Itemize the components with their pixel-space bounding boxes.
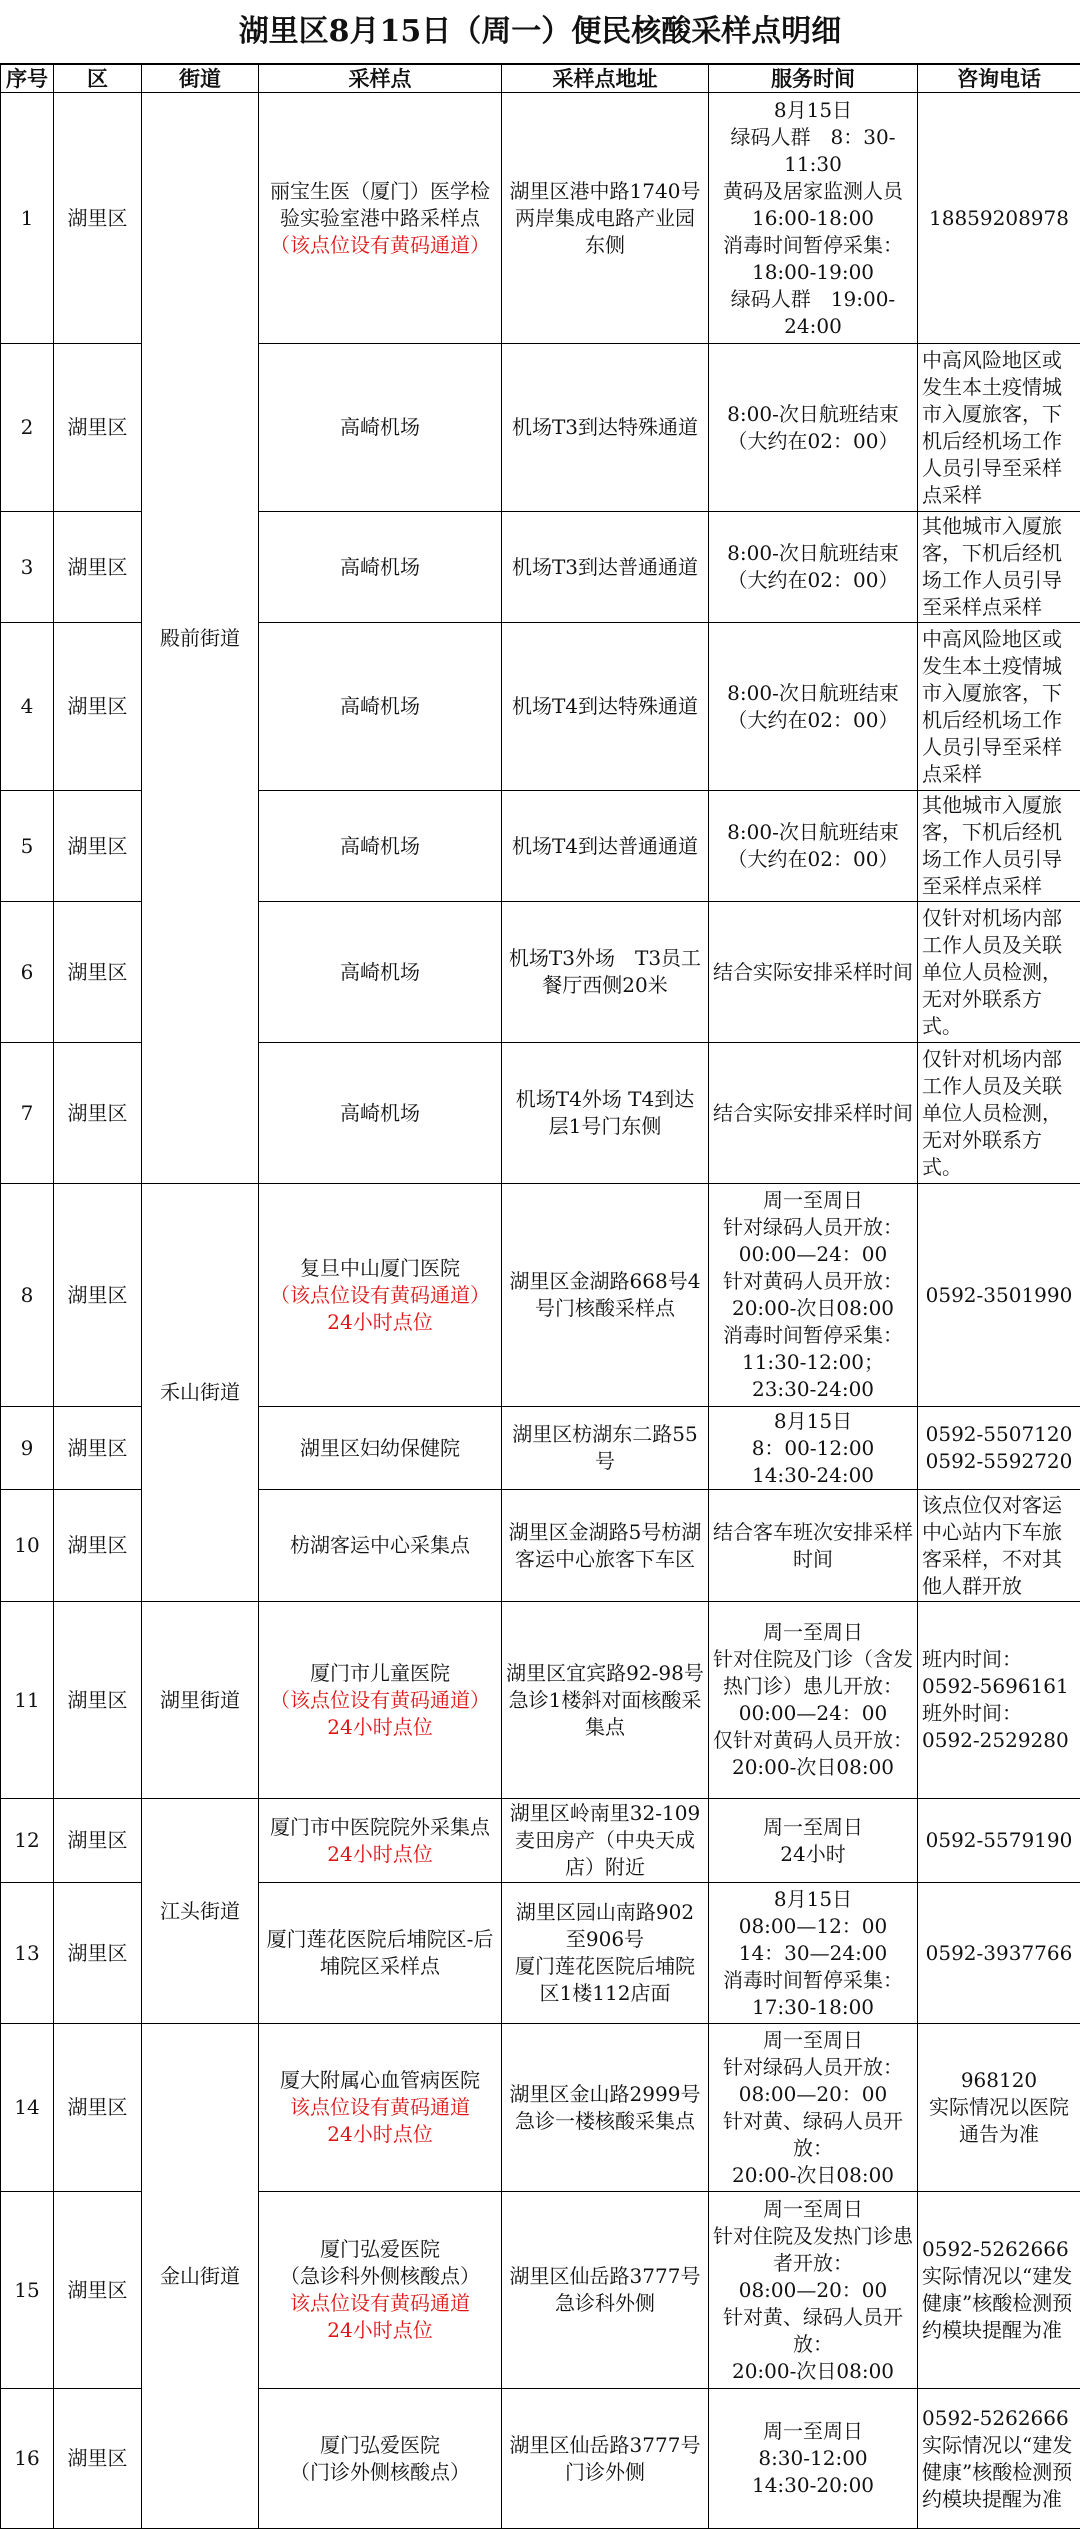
phone-cell-line: 中高风险地区或发生本土疫情城市入厦旅客，下机后经机场工作人员引导至采样点采样 [922,626,1076,788]
time-cell-line: 针对住院及门诊（含发热门诊）患儿开放：00:00—24：00 [713,1646,913,1727]
time-cell-line: 针对住院及发热门诊患者开放： [713,2223,913,2277]
time-cell [709,902,918,1043]
point-cell [259,512,502,623]
row-number: 2 [1,344,54,512]
header-time: 服务时间 [709,65,918,93]
phone-cell-line: 其他城市入厦旅客，下机后经机场工作人员引导至采样点采样 [922,792,1076,900]
address-cell [502,1602,709,1799]
time-cell-line: 20:00-次日08:00 [713,2358,913,2385]
row-number: 12 [1,1799,54,1883]
district-cell: 湖里区 [54,344,142,512]
phone-cell-line: 其他城市入厦旅客，下机后经机场工作人员引导至采样点采样 [922,513,1076,621]
district-cell: 湖里区 [54,2389,142,2529]
phone-cell [918,2192,1080,2389]
point-cell [259,902,502,1043]
point-cell-line: 高崎机场 [263,1100,497,1127]
phone-cell [918,1490,1080,1602]
district-cell: 湖里区 [54,2024,142,2192]
phone-cell-line: 968120 [922,2067,1076,2094]
row-number: 5 [1,791,54,902]
time-cell-line: 结合实际安排采样时间 [713,1100,913,1127]
address-cell [502,2389,709,2529]
address-cell [502,93,709,344]
yellow-code-note: （该点位设有黄码通道） [263,1282,497,1309]
phone-cell [918,344,1080,512]
row-number: 16 [1,2389,54,2529]
time-cell-line: 针对黄、绿码人员开放： [713,2108,913,2162]
address-cell [502,902,709,1043]
address-cell-line: 湖里区港中路1740号两岸集成电路产业园东侧 [506,178,704,259]
point-cell [259,344,502,512]
time-cell-line: 20:00-次日08:00 [713,1295,913,1322]
street-cell: 殿前街道 [142,93,259,1184]
point-cell [259,1602,502,1799]
address-cell-line: 湖里区枋湖东二路55号 [506,1421,704,1475]
phone-cell [918,2389,1080,2529]
phone-cell-line: 0592-5262666 [922,2236,1076,2263]
point-cell [259,623,502,791]
address-cell [502,623,709,791]
time-cell-line: 11:30-12:00； [713,1349,913,1376]
table-row [1,1799,1080,1883]
point-cell-line: 高崎机场 [263,833,497,860]
row-number: 1 [1,93,54,344]
phone-cell [918,1184,1080,1407]
address-cell-line: 湖里区金湖路5号枋湖客运中心旅客下车区 [506,1519,704,1573]
time-cell-line: 周一至周日 [713,2418,913,2445]
time-cell [709,93,918,344]
address-cell-line: 湖里区金山路2999号急诊一楼核酸采集点 [506,2081,704,2135]
address-cell-line: 急诊1楼斜对面核酸采集点 [506,1687,704,1741]
yellow-code-note: 24小时点位 [263,2317,497,2344]
time-cell [709,623,918,791]
time-cell-line: 周一至周日 [713,2027,913,2054]
yellow-code-note: 该点位设有黄码通道 [263,2290,497,2317]
address-cell [502,2192,709,2389]
time-cell-line: 绿码人群 8：30-11:30 [713,124,913,178]
time-cell [709,1184,918,1407]
time-cell-line: 20:00-次日08:00 [713,1754,913,1781]
district-cell: 湖里区 [54,791,142,902]
point-cell-line: 高崎机场 [263,693,497,720]
phone-cell [918,2024,1080,2192]
row-number: 7 [1,1043,54,1184]
point-cell [259,2024,502,2192]
address-cell-line: 湖里区岭南里32-109麦田房产（中央天成店）附近 [506,1800,704,1881]
phone-cell [918,1407,1080,1490]
header-point: 采样点 [259,65,502,93]
row-number: 4 [1,623,54,791]
time-cell-line: 23:30-24:00 [713,1376,913,1403]
point-cell-line: 厦门弘爱医院 [263,2432,497,2459]
phone-cell [918,791,1080,902]
point-cell-line: （急诊科外侧核酸点） [263,2263,497,2290]
point-cell-line: 高崎机场 [263,414,497,441]
time-cell [709,2192,918,2389]
phone-cell [918,1043,1080,1184]
phone-cell-line: 仅针对机场内部工作人员及关联单位人员检测，无对外联系方式。 [922,1046,1076,1181]
time-cell-line: 20:00-次日08:00 [713,2162,913,2189]
point-cell [259,93,502,344]
point-cell [259,1184,502,1407]
phone-cell-line: 0592-5507120 [922,1421,1076,1448]
point-cell [259,1490,502,1602]
time-cell [709,1407,918,1490]
time-cell-line: 周一至周日 [713,1814,913,1841]
phone-cell [918,1602,1080,1799]
phone-cell-line: 仅针对机场内部工作人员及关联单位人员检测，无对外联系方式。 [922,905,1076,1040]
time-cell-line: 针对黄码人员开放： [713,1268,913,1295]
address-cell [502,344,709,512]
point-cell-line: 厦门莲花医院后埔院区-后埔院区采样点 [263,1926,497,1980]
district-cell: 湖里区 [54,512,142,623]
address-cell-line: 机场T3到达特殊通道 [506,414,704,441]
phone-cell-line: 实际情况以“建发健康”核酸检测预约模块提醒为准 [922,2263,1076,2344]
header-phone: 咨询电话 [918,65,1080,93]
district-cell: 湖里区 [54,1799,142,1883]
address-cell [502,2024,709,2192]
time-cell [709,1883,918,2024]
district-cell: 湖里区 [54,93,142,344]
yellow-code-note: 24小时点位 [263,2121,497,2148]
time-cell [709,344,918,512]
phone-cell-line: 18859208978 [922,205,1076,232]
address-cell [502,1883,709,2024]
row-number: 10 [1,1490,54,1602]
time-cell-line: 17:30-18:00 [713,1994,913,2021]
time-cell-line: 14：30—24:00 [713,1940,913,1967]
point-cell [259,2389,502,2529]
time-cell-line: 仅针对黄码人员开放： [713,1727,913,1754]
address-cell-line: 机场T4到达特殊通道 [506,693,704,720]
point-cell [259,791,502,902]
phone-cell-line: 0592-3937766 [922,1940,1076,1967]
address-cell-line: 湖里区金湖路668号4号门核酸采样点 [506,1268,704,1322]
address-cell-line: 机场T3外场 T3员工餐厅西侧20米 [506,945,704,999]
phone-cell-line: 实际情况以医院通告为准 [922,2094,1076,2148]
yellow-code-note: 24小时点位 [263,1841,497,1868]
district-cell: 湖里区 [54,2192,142,2389]
address-cell [502,512,709,623]
point-cell-line: 枋湖客运中心采集点 [263,1532,497,1559]
address-cell-line: 机场T4到达普通通道 [506,833,704,860]
point-cell [259,2192,502,2389]
phone-cell [918,623,1080,791]
phone-cell-line: 班内时间：0592-5696161 [922,1646,1076,1700]
table-row [1,1184,1080,1407]
row-number: 13 [1,1883,54,2024]
time-cell [709,791,918,902]
time-cell-line: 针对绿码人员开放： [713,1214,913,1241]
point-cell-line: 高崎机场 [263,959,497,986]
time-cell-line: 08:00—20：00 [713,2277,913,2304]
point-cell [259,1799,502,1883]
address-cell [502,1799,709,1883]
phone-cell-line: 班外时间：0592-2529280 [922,1700,1076,1754]
phone-cell [918,1883,1080,2024]
address-cell [502,1407,709,1490]
phone-cell-line: 0592-5579190 [922,1827,1076,1854]
header-row [1,65,1080,93]
header-address: 采样点地址 [502,65,709,93]
time-cell [709,1602,918,1799]
phone-cell [918,902,1080,1043]
header-no: 序号 [1,65,54,93]
phone-cell-line: 实际情况以“建发健康”核酸检测预约模块提醒为准 [922,2432,1076,2513]
row-number: 14 [1,2024,54,2192]
phone-cell [918,93,1080,344]
point-cell-line: （门诊外侧核酸点） [263,2459,497,2486]
table-row [1,2024,1080,2192]
point-cell-line: 高崎机场 [263,554,497,581]
phone-cell-line: 0592-5262666 [922,2405,1076,2432]
row-number: 8 [1,1184,54,1407]
time-cell-line: 8月15日 [713,1408,913,1435]
time-cell [709,2389,918,2529]
time-cell [709,512,918,623]
address-cell [502,1043,709,1184]
street-cell: 禾山街道 [142,1184,259,1602]
point-cell-line: 丽宝生医（厦门）医学检验实验室港中路采样点 [263,178,497,232]
time-cell-line: 消毒时间暂停采集：18:00-19:00 [713,232,913,286]
time-cell [709,1490,918,1602]
row-number: 9 [1,1407,54,1490]
time-cell-line: 消毒时间暂停采集： [713,1967,913,1994]
yellow-code-note: 24小时点位 [263,1309,497,1336]
point-cell-line: 复旦中山厦门医院 [263,1255,497,1282]
time-cell-line: 24小时 [713,1841,913,1868]
yellow-code-note: （该点位设有黄码通道） [263,232,497,259]
address-cell-line: 机场T3到达普通通道 [506,554,704,581]
district-cell: 湖里区 [54,1602,142,1799]
row-number: 15 [1,2192,54,2389]
header-district: 区 [54,65,142,93]
district-cell: 湖里区 [54,1407,142,1490]
point-cell-line: 厦大附属心血管病医院 [263,2067,497,2094]
address-cell [502,791,709,902]
point-cell-line: 厦门市儿童医院 [263,1660,497,1687]
row-number: 3 [1,512,54,623]
time-cell-line: 08:00—12：00 [713,1913,913,1940]
point-cell-line: 厦门市中医院院外采集点 [263,1814,497,1841]
district-cell: 湖里区 [54,1043,142,1184]
time-cell-line: 黄码及居家监测人员16:00-18:00 [713,178,913,232]
point-cell-line: 厦门弘爱医院 [263,2236,497,2263]
table-row [1,93,1080,344]
time-cell-line: 结合实际安排采样时间 [713,959,913,986]
row-number: 11 [1,1602,54,1799]
time-cell-line: 针对绿码人员开放： [713,2054,913,2081]
address-cell-line: 机场T4外场 T4到达层1号门东侧 [506,1086,704,1140]
row-number: 6 [1,902,54,1043]
yellow-code-note: （该点位设有黄码通道） [263,1687,497,1714]
time-cell-line: 14:30-20:00 [713,2472,913,2499]
street-cell: 金山街道 [142,2024,259,2529]
time-cell-line: 8:30-12:00 [713,2445,913,2472]
time-cell-line: 绿码人群 19:00-24:00 [713,286,913,340]
table-row [1,1602,1080,1799]
point-cell-line: 湖里区妇幼保健院 [263,1435,497,1462]
time-cell-line: 08:00—20：00 [713,2081,913,2108]
time-cell-line: 8月15日 [713,97,913,124]
time-cell-line: 00:00—24：00 [713,1241,913,1268]
time-cell [709,1043,918,1184]
time-cell-line: 周一至周日 [713,2196,913,2223]
district-cell: 湖里区 [54,1490,142,1602]
time-cell [709,2024,918,2192]
address-cell [502,1490,709,1602]
phone-cell [918,512,1080,623]
time-cell-line: 14:30-24:00 [713,1462,913,1489]
time-cell-line: 周一至周日 [713,1619,913,1646]
address-cell [502,1184,709,1407]
address-cell-line: 湖里区园山南路902至906号 [506,1899,704,1953]
point-cell [259,1407,502,1490]
time-cell-line: 8:00-次日航班结束（大约在02：00） [713,819,913,873]
time-cell-line: 结合客车班次安排采样时间 [713,1519,913,1573]
page-title: 湖里区8月15日（周一）便民核酸采样点明细 [0,0,1080,64]
district-cell: 湖里区 [54,623,142,791]
time-cell-line: 8：00-12:00 [713,1435,913,1462]
district-cell: 湖里区 [54,902,142,1043]
time-cell-line: 8:00-次日航班结束（大约在02：00） [713,680,913,734]
time-cell-line: 周一至周日 [713,1187,913,1214]
address-cell-line: 湖里区仙岳路3777号门诊外侧 [506,2432,704,2486]
street-cell: 江头街道 [142,1799,259,2024]
address-cell-line: 厦门莲花医院后埔院区1楼112店面 [506,1953,704,2007]
phone-cell [918,1799,1080,1883]
time-cell-line: 消毒时间暂停采集： [713,1322,913,1349]
time-cell [709,1799,918,1883]
phone-cell-line: 0592-5592720 [922,1448,1076,1475]
address-cell-line: 湖里区仙岳路3777号急诊科外侧 [506,2263,704,2317]
time-cell-line: 8:00-次日航班结束（大约在02：00） [713,401,913,455]
yellow-code-note: 24小时点位 [263,1714,497,1741]
street-cell: 湖里街道 [142,1602,259,1799]
phone-cell-line: 0592-3501990 [922,1282,1076,1309]
sampling-points-table [0,64,1080,2529]
district-cell: 湖里区 [54,1883,142,2024]
time-cell-line: 8月15日 [713,1886,913,1913]
district-cell: 湖里区 [54,1184,142,1407]
address-cell-line: 湖里区宜宾路92-98号 [506,1660,704,1687]
header-street: 街道 [142,65,259,93]
yellow-code-note: 该点位设有黄码通道 [263,2094,497,2121]
time-cell-line: 8:00-次日航班结束（大约在02：00） [713,540,913,594]
point-cell [259,1043,502,1184]
point-cell [259,1883,502,2024]
time-cell-line: 针对黄、绿码人员开放： [713,2304,913,2358]
phone-cell-line: 中高风险地区或发生本土疫情城市入厦旅客，下机后经机场工作人员引导至采样点采样 [922,347,1076,509]
phone-cell-line: 该点位仅对客运中心站内下车旅客采样，不对其他人群开放 [922,1492,1076,1600]
